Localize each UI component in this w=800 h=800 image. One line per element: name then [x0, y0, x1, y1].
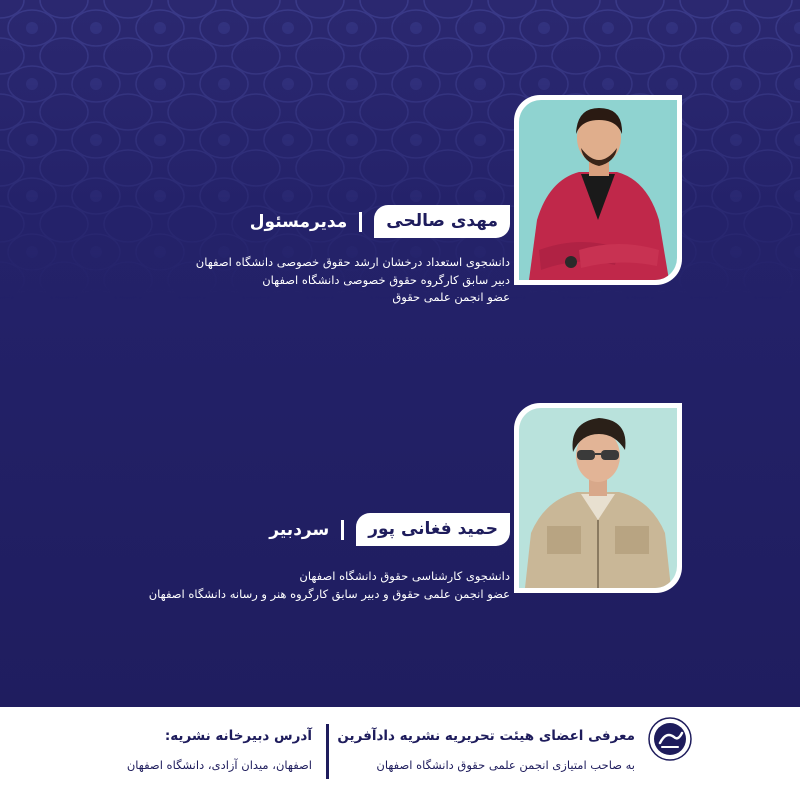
person-illustration-2	[519, 408, 677, 588]
member-1-name: مهدی صالحی	[374, 205, 510, 238]
footer-divider	[326, 724, 329, 779]
member-2-role: سردبیر	[269, 519, 330, 540]
member-1-line: دبیر سابق کارگروه حقوق خصوصی دانشگاه اصفهان	[262, 272, 510, 287]
member-2-line: عضو انجمن علمی حقوق و دبیر سابق کارگروه هنر و رسانه دانشگاه اصفهان	[148, 586, 510, 601]
member-2-header	[269, 513, 510, 546]
divider	[341, 520, 344, 540]
member-2-description	[149, 568, 510, 603]
footer-subtitle: به صاحب امتیازی انجمن علمی حقوق دانشگاه اصفهان	[376, 758, 635, 772]
member-1-description	[196, 254, 510, 307]
member-photo-2	[514, 403, 682, 593]
member-photo-1	[514, 95, 682, 285]
member-2-name: حمید فغانی پور	[356, 513, 510, 546]
footer-title: معرفی اعضای هیئت تحریریه نشریه دادآفرین	[337, 728, 635, 744]
member-2-line: دانشجوی کارشناسی حقوق دانشگاه اصفهان	[299, 569, 510, 583]
magazine-logo-icon	[648, 717, 692, 761]
member-1-line: عضو انجمن علمی حقوق	[392, 290, 510, 304]
member-1-line: دانشجوی استعداد درخشان ارشد حقوق خصوصی دانشگاه اصفهان	[195, 255, 510, 269]
address-text: اصفهان، میدان آزادی، دانشگاه اصفهان	[126, 758, 312, 772]
divider	[359, 212, 362, 232]
address-title: آدرس دبیرخانه نشریه:	[164, 728, 312, 744]
member-1-header	[250, 205, 510, 238]
person-illustration-1	[519, 100, 677, 280]
member-1-role: مدیرمسئول	[249, 211, 348, 232]
